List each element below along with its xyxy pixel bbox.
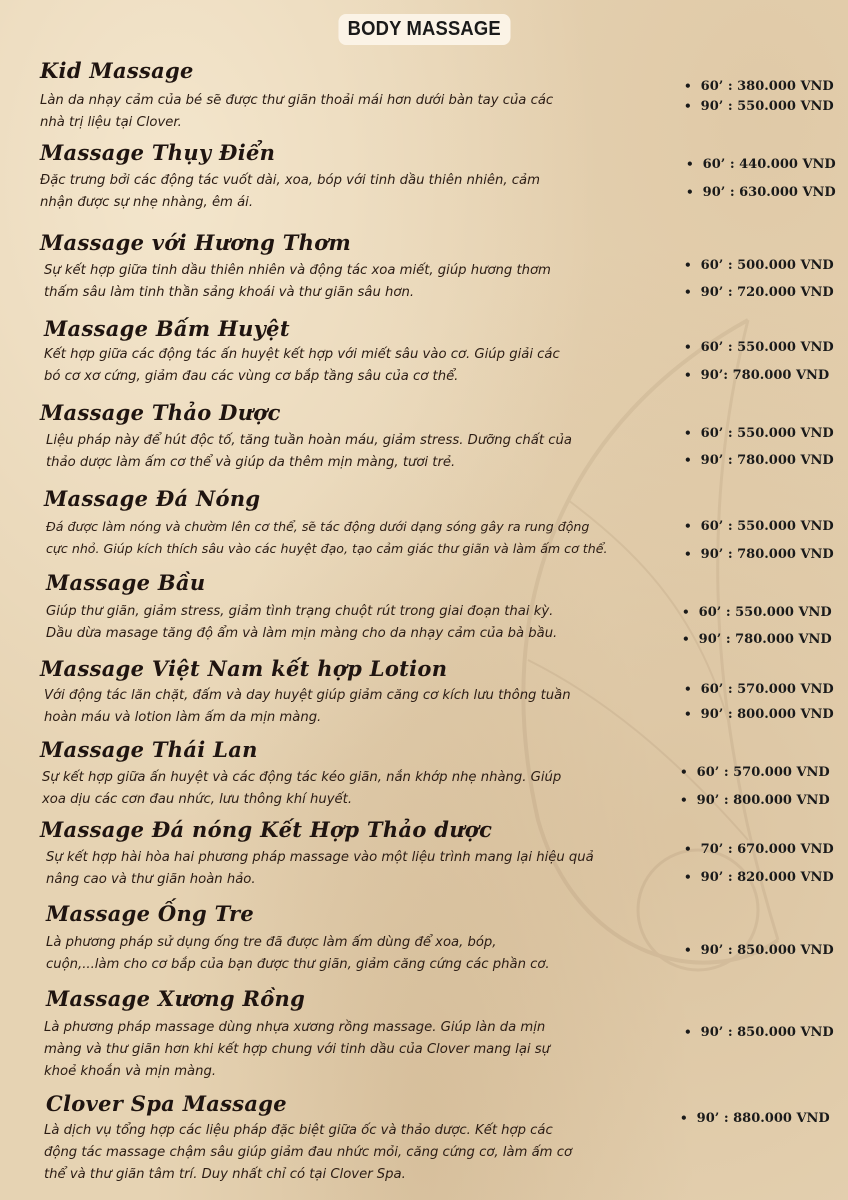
service-name: Massage Thụy Điển	[40, 140, 276, 165]
price-60: • 60’ : 550.000 VND	[684, 426, 834, 441]
description-line: khoẻ khoắn và mịn màng.	[44, 1064, 217, 1079]
price-60: • 60’ : 570.000 VND	[684, 682, 834, 697]
service-name: Massage Đá nóng Kết Hợp Thảo dược	[40, 817, 493, 842]
service-name: Massage Ống Tre	[46, 901, 255, 926]
service-item	[0, 656, 848, 725]
service-item	[0, 400, 848, 470]
description-line: Sự kết hợp hài hòa hai phương pháp massage vào một liệu trình mang lại hiệu quả	[46, 850, 594, 865]
description-line: Đá được làm nóng và chườm lên cơ thể, sẽ tác động dưới dạng sóng gây ra rung động	[46, 519, 590, 534]
service-name: Massage Đá Nóng	[44, 486, 261, 511]
service-description	[42, 767, 662, 811]
description-line: Là phương pháp sử dụng ống tre đã được làm ấm dùng để xoa, bóp,	[46, 935, 497, 950]
description-line: Giúp thư giãn, giảm stress, giảm tình trạng chuột rút trong giai đoạn thai kỳ.	[46, 604, 554, 619]
service-description	[40, 90, 660, 134]
service-item	[0, 1091, 848, 1182]
service-description	[46, 932, 666, 976]
price-90: • 90’ : 630.000 VND	[686, 185, 836, 200]
description-line: Sự kết hợp giữa ấn huyệt và các động tác kéo giãn, nắn khớp nhẹ nhàng. Giúp	[42, 770, 562, 785]
price-60: • 60’ : 570.000 VND	[680, 765, 830, 780]
description-line: bó cơ xơ cứng, giảm đau các vùng cơ bắp tầng sâu của cơ thể.	[44, 369, 459, 384]
service-item	[0, 570, 848, 647]
service-item	[0, 230, 848, 300]
description-line: Sự kết hợp giữa tinh dầu thiên nhiên và động tác xoa miết, giúp hương thơm	[44, 263, 551, 278]
description-line: thể và thư giãn tâm trí. Duy nhất chỉ có tại Clover Spa.	[44, 1167, 406, 1182]
description-line: cuộn,...làm cho cơ bắp của bạn được thư giãn, giảm căng cứng các phần cơ.	[46, 957, 550, 972]
price-90: • 90’ : 800.000 VND	[680, 793, 830, 808]
service-item	[0, 737, 848, 808]
description-line: Liệu pháp này để hút độc tố, tăng tuần hoàn máu, giảm stress. Dưỡng chất của	[46, 433, 572, 448]
page-title: BODY MASSAGE	[338, 14, 510, 45]
service-name: Massage Bấm Huyệt	[44, 316, 290, 341]
service-description	[40, 170, 660, 214]
description-line: xoa dịu các cơn đau nhức, lưu thông khí huyết.	[42, 792, 353, 807]
service-description	[46, 601, 666, 645]
service-item	[0, 58, 848, 130]
service-name: Massage Việt Nam kết hợp Lotion	[40, 656, 448, 681]
price-70: • 70’ : 670.000 VND	[684, 842, 834, 857]
price-60: • 60’ : 550.000 VND	[684, 340, 834, 355]
service-item	[0, 817, 848, 887]
service-item	[0, 901, 848, 972]
page-header	[0, 14, 848, 45]
price-90: • 90’ : 880.000 VND	[680, 1111, 830, 1126]
price-90: • 90’ : 780.000 VND	[684, 453, 834, 468]
service-description	[44, 344, 664, 388]
price-90: • 90’ : 850.000 VND	[684, 943, 834, 958]
description-line: động tác massage chậm sâu giúp giảm đau nhức mỏi, căng cứng cơ, làm ấm cơ	[44, 1145, 573, 1160]
service-description	[46, 847, 666, 891]
description-line: Kết hợp giữa các động tác ấn huyệt kết hợp với miết sâu vào cơ. Giúp giải các	[44, 347, 560, 362]
description-line: nâng cao và thư giãn hoàn hảo.	[46, 872, 256, 887]
price-90: • 90’ : 800.000 VND	[684, 707, 834, 722]
description-line: Đặc trưng bởi các động tác vuốt dài, xoa, bóp với tinh dầu thiên nhiên, cảm	[40, 173, 540, 188]
service-name: Kid Massage	[40, 58, 194, 83]
service-name: Massage Xương Rồng	[46, 986, 306, 1011]
service-item	[0, 986, 848, 1079]
price-60: • 60’ : 550.000 VND	[682, 605, 832, 620]
service-description	[46, 430, 666, 474]
service-name: Massage Bầu	[46, 570, 206, 595]
description-line: cực nhỏ. Giúp kích thích sâu vào các huyệt đạo, tạo cảm giác thư giãn và làm ấm cơ thể.	[46, 541, 608, 556]
service-name: Massage Thái Lan	[40, 737, 258, 762]
price-90: • 90’ : 820.000 VND	[684, 870, 834, 885]
service-description	[46, 516, 666, 560]
description-line: màng và thư giãn hơn khi kết hợp chung với tinh dầu của Clover mang lại sự	[44, 1042, 550, 1057]
price-90: • 90’ : 550.000 VND	[684, 99, 834, 114]
description-line: thấm sâu làm tinh thần sảng khoái và thư giãn sâu hơn.	[44, 285, 415, 300]
description-line: Là dịch vụ tổng hợp các liệu pháp đặc biệt giữa ốc và thảo dược. Kết hợp các	[44, 1123, 553, 1138]
description-line: Với động tác lăn chặt, đấm và day huyệt giúp giảm căng cơ kích lưu thông tuần	[44, 688, 571, 703]
service-name: Massage Thảo Dược	[40, 400, 281, 425]
description-line: hoàn máu và lotion làm ấm da mịn màng.	[44, 710, 322, 725]
service-name: Massage với Hương Thơm	[40, 230, 352, 255]
service-item	[0, 140, 848, 210]
description-line: nhà trị liệu tại Clover.	[40, 115, 182, 130]
price-60: • 60’ : 500.000 VND	[684, 258, 834, 273]
price-60: • 60’ : 440.000 VND	[686, 157, 836, 172]
price-60: • 60’ : 380.000 VND	[684, 79, 834, 94]
price-90: • 90’ : 780.000 VND	[682, 632, 832, 647]
description-line: Làn da nhạy cảm của bé sẽ được thư giãn thoải mái hơn dưới bàn tay của các	[40, 93, 554, 108]
service-description	[44, 260, 664, 304]
price-90: • 90’ : 780.000 VND	[684, 547, 834, 562]
price-90: • 90’ : 850.000 VND	[684, 1025, 834, 1040]
service-item	[0, 316, 848, 384]
service-description	[44, 1017, 664, 1083]
description-line: Là phương pháp massage dùng nhựa xương rồng massage. Giúp làn da mịn	[44, 1020, 546, 1035]
service-description	[44, 1120, 664, 1186]
service-name: Clover Spa Massage	[46, 1091, 287, 1116]
description-line: thảo dược làm ấm cơ thể và giúp da thêm mịn màng, tươi trẻ.	[46, 455, 456, 470]
description-line: Dầu dừa masage tăng độ ẩm và làm mịn màng cho da nhạy cảm của bà bầu.	[46, 626, 558, 641]
price-90: • 90’ : 720.000 VND	[684, 285, 834, 300]
service-item	[0, 486, 848, 562]
service-description	[44, 685, 664, 729]
description-line: nhận được sự nhẹ nhàng, êm ái.	[40, 195, 254, 210]
price-60: • 60’ : 550.000 VND	[684, 519, 834, 534]
price-90: • 90’: 780.000 VND	[684, 368, 829, 383]
